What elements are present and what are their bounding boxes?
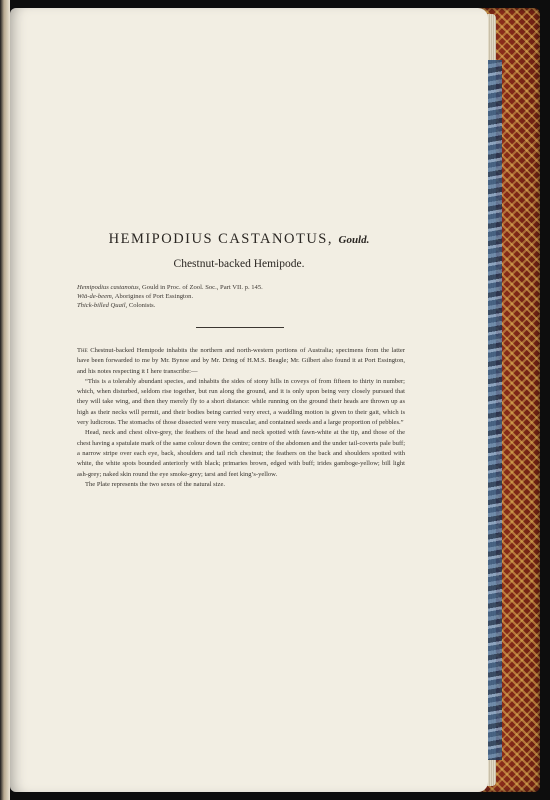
synonym-name: Thick-billed Quail, [77,302,128,309]
paragraph: The Chestnut-backed Hemipode inhabits the northern and north-western portions of Australia; specimens from the latter have been forwarded to me by Mr. Bynoe and by Mr. Dring of H.M.S. Beagle; Mr. Gilbert also found it at Port Essington, and his notes respecting it I here transcribe:— [77,347,405,375]
body-text [77,346,405,490]
book-page [10,8,488,792]
scientific-name: HEMIPODIUS CASTANOTUS, [108,231,333,247]
synonymy-list [77,283,437,310]
paragraph: The Plate represents the two sexes of the natural size. [85,480,225,488]
species-title [10,230,468,248]
synonym-line [77,301,437,310]
facing-page-edge [0,0,10,800]
synonym-name: Hemipodius castanotus, [77,284,141,291]
divider-rule [196,327,284,328]
synonym-line [77,283,437,292]
synonym-ref: Aborigines of Port Essington. [113,293,194,300]
lead-word: The [77,347,88,354]
synonym-line [77,292,437,301]
paragraph: “This is a tolerably abundant species, and inhabits the sides of stony hills in coveys of from fifteen to thirty in number; which, when disturbed, seldom rise together, but run along the ground, and it is only upon being very closely pursued that they will take wing, and then they merely fly to a short distance: while running on the ground their heads are thrown up as high as their necks will permit, and their bodies being carried very erect, a waddling motion is given to their gait, which is very ludicrous. The stomachs of those dissected were very muscular, and contained seeds and a large proportion of pebbles.” [77,377,405,427]
synonym-ref: Colonists. [127,302,156,309]
synonym-ref: Gould in Proc. of Zool. Soc., Part VII. p. 145. [140,284,263,291]
synonym-name: Wiä-de-beem, [77,293,114,300]
author-name: Gould. [338,234,370,246]
common-name: Chestnut-backed Hemipode. [173,258,305,270]
paragraph: Head, neck and chest olive-grey, the feathers of the head and neck spotted with fawn-white at the tip, and those of the chest having a spatulate mark of the same colour down the centre; centre of the abdomen and the under tail-coverts pale buff; a narrow stripe over each eye, back, shoulders and tail rich chestnut; the feathers on the back and shoulders spotted with white, the white spots bounded anteriorly with black; primaries brown, edged with buff; irides gamboge-yellow; bill light ash-grey; naked skin round the eye smoke-grey; tarsi and feet king’s-yellow. [77,429,406,478]
